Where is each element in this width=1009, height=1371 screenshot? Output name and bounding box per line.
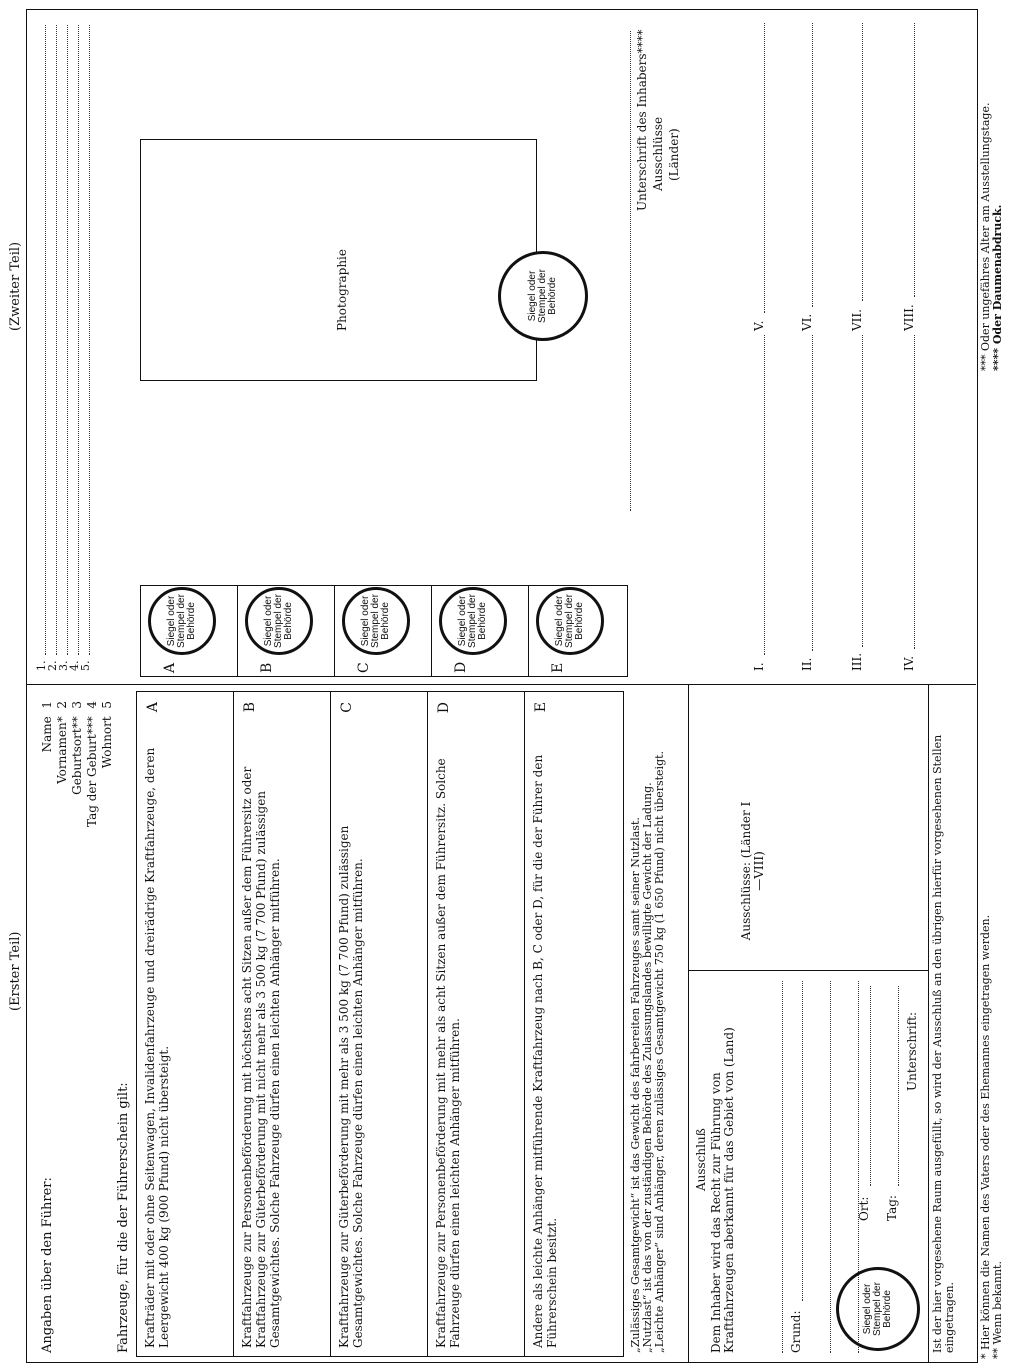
- right-field-line-2: [56, 25, 57, 655]
- country-v-line: [764, 23, 765, 313]
- category-d-letter: D: [436, 702, 452, 714]
- category-a-box: [136, 691, 234, 1357]
- seal-e-text: Siegel oder Stempel der Behörde: [554, 594, 585, 648]
- category-e-text: Andere als leichte Anhänger mitführende Kraftfahrzeug nach B, C oder D, für die der Führer den Führerschein besitzt.: [531, 754, 559, 1348]
- exclusion-top-rule: [688, 685, 689, 1363]
- left-part-title: (Erster Teil): [8, 931, 23, 1011]
- vehicles-label: Fahrzeuge, für die der Führerschein gilt:: [116, 1082, 131, 1353]
- country-viii-line: [914, 23, 915, 297]
- exclusion-line-1: [782, 981, 783, 1353]
- exclusion-vertical-rule: [688, 970, 928, 971]
- right-number-1: 1.: [35, 660, 48, 671]
- category-c-box: [330, 691, 428, 1357]
- seal-divider-3: [431, 585, 432, 677]
- note-top-rule: [928, 685, 929, 1363]
- left-seal: [836, 1267, 920, 1351]
- unterschrift-label: Unterschrift:: [905, 1012, 919, 1091]
- category-d-text: Kraftfahrzeuge zur Personenbeförderung mit mehr als acht Sitzen außer dem Führersitz. Solche Fahrzeuge dürfen einen leichten Anhänger mitführen.: [434, 758, 462, 1348]
- right-number-2: 2.: [46, 660, 59, 671]
- seal-b-text: Siegel oder Stempel der Behörde: [263, 594, 294, 648]
- photo-seal: [498, 251, 588, 341]
- category-a-text: Krafträder mit oder ohne Seitenwagen, Invalidenfahrzeuge und dreirädrige Kraftfahrzeuge, deren Leergewicht 400 kg (900 Pfund) nicht übersteigt.: [143, 747, 171, 1348]
- country-viii-label: VIII.: [902, 304, 916, 331]
- field-vornamen: Vornamen* 2: [55, 701, 69, 784]
- footnote-2: ** Wenn bekannt.: [991, 1261, 1004, 1359]
- right-field-line-1: [45, 25, 46, 655]
- right-number-5: 5.: [79, 660, 92, 671]
- category-b-text: Kraftfahrzeuge zur Personenbeförderung mit höchstens acht Sitzen außer dem Führersitz oder Kraftfahrzeuge zur Güterbeförderung mit nicht mehr als 3 500 kg (7 700 Pfund) zulässigen Gesamtgewichtes. Solche Fahrzeuge dürfen einen leichten Anhänger mitführen.: [240, 766, 282, 1348]
- signature-line: [630, 31, 631, 511]
- footnotes-left: [980, 699, 1004, 1359]
- seal-c-text: Siegel oder Stempel der Behörde: [360, 594, 391, 648]
- field-geburtstag: Tag der Geburt*** 4: [85, 701, 99, 827]
- photo-seal-text: Siegel oder Stempel der Behörde: [527, 269, 558, 323]
- exclusion-countries-label: Ausschlüsse: (Länder I—VIII): [739, 801, 766, 941]
- grund-label: Grund:: [789, 1310, 803, 1353]
- country-ii-label: II.: [800, 657, 814, 671]
- definition-anhaenger: „Leichte Anhänger“ sind Anhänger, deren zulässiges Gesamtgewicht 750 kg (1 650 Pfund) nicht übersteigt.: [653, 750, 666, 1353]
- seal-a-text: Siegel oder Stempel der Behörde: [166, 594, 197, 648]
- seal-c: [342, 587, 410, 655]
- category-e-letter: E: [533, 702, 549, 713]
- country-v-label: V.: [752, 320, 766, 331]
- country-vi-label: VI.: [800, 313, 814, 331]
- seal-letter-d: D: [453, 661, 469, 673]
- category-c-text: Kraftfahrzeuge zur Güterbeförderung mit mehr als 3 500 kg (7 700 Pfund) zulässigen Gesamtgewichtes. Solche Fahrzeuge dürfen einen leichten Anhänger mitführen.: [337, 825, 365, 1348]
- seal-divider-4: [528, 585, 529, 677]
- country-iv-label: IV.: [902, 655, 916, 671]
- country-vi-line: [812, 23, 813, 307]
- footnote-4: **** Oder Daumenabdruck.: [991, 204, 1004, 371]
- definitions: [630, 693, 666, 1353]
- category-c-letter: C: [339, 702, 355, 713]
- category-b-box: [233, 691, 331, 1357]
- country-vii-line: [862, 23, 863, 301]
- left-seal-text: Siegel oder Stempel der Behörde: [862, 1282, 893, 1336]
- seal-b: [245, 587, 313, 655]
- grund-line-1: [802, 981, 803, 1301]
- field-name: Name 1: [40, 701, 54, 753]
- seal-e: [536, 587, 604, 655]
- footnote-1: * Hier können die Namen des Vaters oder des Ehemannes eingetragen werden.: [979, 914, 992, 1359]
- exclusions-label: Ausschlüsse: [651, 116, 665, 191]
- country-iv-line: [914, 335, 915, 649]
- country-i-label: I.: [752, 662, 766, 671]
- category-a-letter: A: [145, 702, 161, 713]
- seal-d: [439, 587, 507, 655]
- ort-label: Ort:: [857, 1196, 871, 1221]
- country-iii-label: III.: [850, 652, 864, 671]
- exclusion-note: Ist der hier vorgesehene Raum ausgefüllt, so wird der Ausschluß an den übrigen hierfür vorgesehenen Stellen eingetragen.: [931, 734, 956, 1353]
- right-field-line-5: [89, 25, 90, 655]
- countries-label: (Länder): [667, 128, 681, 181]
- definition-nutzlast: „Nutzlast“ ist das von der zuständigen Behörde des Zulassungslandes bewilligte Gewicht der Ladung.: [641, 782, 654, 1353]
- tag-label: Tag:: [885, 1195, 899, 1221]
- category-b-letter: B: [242, 702, 258, 713]
- category-d-box: [427, 691, 525, 1357]
- field-wohnort: Wohnort 5: [100, 701, 114, 769]
- ort-line: [870, 986, 871, 1186]
- signature-label: Unterschrift des Inhabers****: [635, 29, 649, 211]
- driver-header: Angaben über den Führer:: [40, 1177, 55, 1353]
- right-number-4: 4.: [68, 660, 81, 671]
- right-part-title: (Zweiter Teil): [8, 241, 23, 331]
- exclusion-title: Ausschluß: [694, 1128, 708, 1191]
- part-divider: [26, 684, 976, 685]
- category-e-box: [524, 691, 624, 1357]
- seal-divider-2: [334, 585, 335, 677]
- country-ii-line: [812, 335, 813, 651]
- seal-a: [148, 587, 216, 655]
- field-geburtsort: Geburtsort** 3: [70, 701, 84, 795]
- exclusion-text: Dem Inhaber wird das Recht zur Führung von Kraftfahrzeugen aberkannt für das Gebiet von (Land): [709, 1027, 736, 1353]
- seal-letter-e: E: [550, 662, 566, 673]
- seal-letter-a: A: [162, 662, 178, 673]
- photo-label: Photographie: [335, 249, 349, 331]
- seal-d-text: Siegel oder Stempel der Behörde: [457, 594, 488, 648]
- country-iii-line: [862, 335, 863, 647]
- right-field-line-3: [67, 25, 68, 655]
- country-i-line: [764, 335, 765, 655]
- driver-fields: [40, 701, 115, 901]
- seal-letter-c: C: [356, 662, 372, 673]
- right-number-3: 3.: [57, 660, 70, 671]
- seal-letter-b: B: [259, 662, 275, 673]
- footnotes-right: [980, 11, 1004, 371]
- right-field-line-4: [78, 25, 79, 655]
- seal-divider-1: [237, 585, 238, 677]
- definition-gesamtgewicht: „Zulässiges Gesamtgewicht“ ist das Gewicht des fahrbereiten Fahrzeuges samt seiner Nutzlast.: [629, 817, 642, 1353]
- country-vii-label: VII.: [850, 309, 864, 331]
- grund-line-2: [830, 981, 831, 1353]
- tag-line: [898, 986, 899, 1186]
- footnote-3: *** Oder ungefähres Alter am Ausstellungstage.: [979, 102, 992, 371]
